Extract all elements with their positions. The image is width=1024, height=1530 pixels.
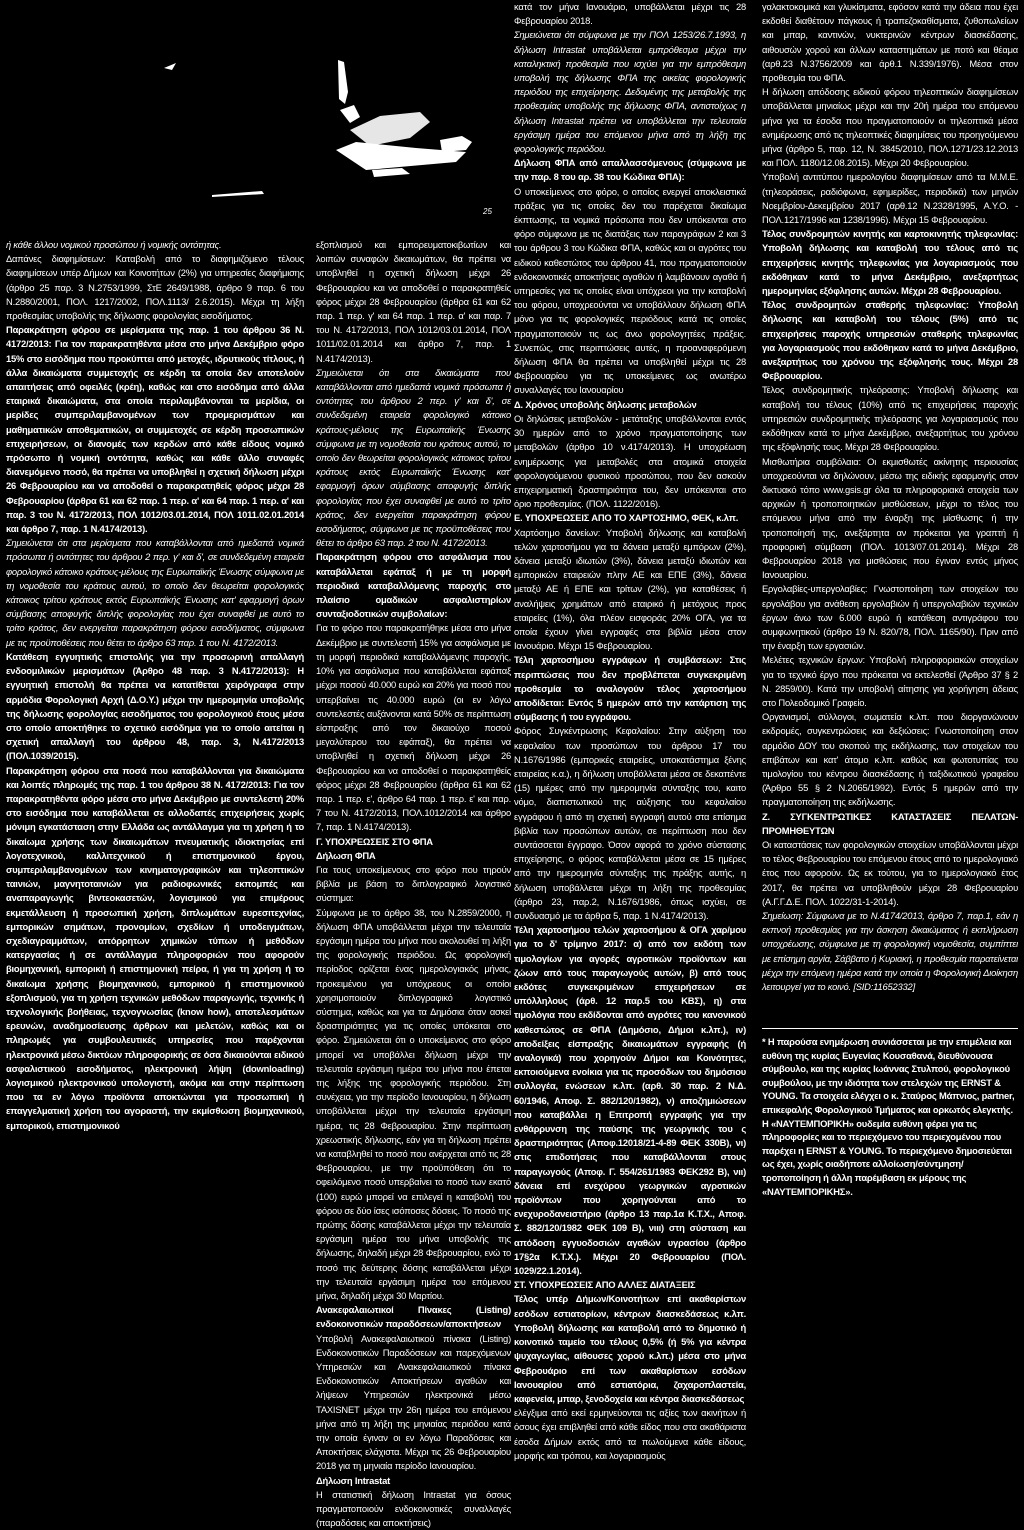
paragraph: Σημειώνεται ότι στα μερίσματα που καταβάλλονται από ημεδαπά νομικά πρόσωπα ή οντότητες του άρθρου 2 περ. γ' και δ', σε συνδεδεμένη εταιρεία φορολογικό κάτοικο κράτους-μέλους της Ευρωπαϊκής Ένωσης σύμφωνα με τη νομοθεσία του κράτους αυτού, το οποίο δεν θεωρείται φορολογικός κάτοικος τρίτου κράτους εκτός Ευρωπαϊκής Ένωσης κατ' εφαρμογή όρων σύμβασης αποφυγής διπλής φορολογίας που έχει συναφθεί με αυτό το τρίτο κράτος, δεν ενεργείται παρακράτηση φόρου εισοδήματος, σύμφωνα με τις προϋποθέσεις που θέτει το άρθρο 63 παρ. 1 του Ν. 4172/2013. <box>6 537 304 648</box>
paragraph: Εργολαβίες-υπεργολαβίες: Γνωστοποίηση των στοιχείων του εργολάβου για ανάθεση εργολαβιών ή υπεργολαβιών τεχνικών έργων άνω των 6.000 ευρώ ή κατάθεση αντιγράφου του συμφωνητικού (άρθρο 19 Ν. 820/78, ΠΟΛ. 1165/90). Πριν από την έναρξη των εργασιών. <box>762 583 1018 652</box>
paragraph: Δαπάνες διαφημίσεων: Καταβολή από το διαφημιζόμενο τέλους διαφημίσεων υπέρ Δήμων και Κοινοτήτων (2%) για υπηρεσίες διαφήμισης (άρθρο 25 παρ. 3 Ν.2753/1999, ΣτΕ 2649/1988, άρθρο 9 παρ. 6 του Ν.2880/2001, ΠΟΛ. 1217/2002, ΠΟΛ.1113/ 2.6.2015). Μέχρι τη λήξη προθεσμίας υποβολής της δήλωσης φορολογίας εισοδήματος. <box>6 253 304 322</box>
paragraph: Τέλη χαρτοσήμου τελών χαρτοσήμου & ΟΓΑ χαρ/μου για το δ' τρίμηνο 2017: α) από τον εκδότη των τιμολογίων για αγορές αγροτικών προϊόντων και ζώων από τους παραγωγούς αυτών, β) από τους εκδότες συγκεκριμένων επιχειρήσεων σε υπόλληλους (άρθ. 12 παρ.5 του ΚΒΣ), η) στα τιμολόγια που εκδίδονται από αγρότες του κανονικού καθεστώτος σε ΦΠΑ (Δημόσιο, Δήμοι κ.λπ.), ιν) αποδείξεις είσπραξης δικαιωμάτων εγγραφής (ή αναλογικά) που χορηγούν Δήμοι και Κοινότητες, εκποιούμενα ενοίκια για τις προσόδων του δημόσιου συλλογέα, ενώσεων κ.λπ. (αρθ. 30 παρ. 2 Ν.Δ. 60/1946, Αποφ. Σ. 882/120/1982), ν) αποζημιώσεων που καταβάλλει η Επιτροπή εγγραφής για την ενθάρρυνση της παύσης της γεωργικής του ς δραστηριότητας (Αποφ.12018/21-4-89 ΦΕΚ 330Β), νι) στις επιδοτήσεις που καταβάλλονται στους παραγωγούς (Αποφ. Γ. 554/261/1983 ΦΕΚ292 Β), νιι) δάνεια επί ενεχύρου γεωργικών αγροτικών προϊόντων που χορηγούνται από το ενεχυροδανειστήριο (άρθρο 13 παρ.1α Κ.Τ.Χ., Αποφ. Σ. 882/120/1982 ΦΕΚ 109 Β), νιιι) στη σύσταση και απόδοση εγγυοδοσιών αγαθών υγρασίου (άρθρο 17§2α Κ.Τ.Χ.). Μέχρι 20 Φεβρουαρίου (ΠΟΛ. 1029/22.1.2014). <box>514 924 746 1277</box>
paragraph: Παρακράτηση φόρου στο ασφάλισμα που καταβάλλεται εφάπαξ ή με τη μορφή περιοδικά καταβαλλόμενης παροχής στο πλαίσιο ομαδικών ασφαλιστηρίων συνταξιοδοτικών συμβολαίων: <box>316 551 511 620</box>
text-column-3 <box>514 0 746 1463</box>
paragraph: Τέλος συνδρομητών σταθερής τηλεφωνίας: Υποβολή δήλωσης και καταβολή του τέλους (5%) από τις επιχειρήσεις παροχής υπηρεσιών σταθερής τηλεφωνίας για λογαριασμούς που εκδόθηκαν κατά το μήνα Δεκέμβριο, ανεξαρτήτως του χρόνου της εξόφλησής τους. Μέχρι 28 Φεβρουαρίου. <box>762 299 1018 382</box>
paragraph: Τέλος συνδρομητικής τηλεόρασης: Υποβολή δήλωσης και καταβολή του τέλους (10%) από τις επιχειρήσεις παροχής υπηρεσιών συνδρομητικής τηλεόρασης για λογαριασμούς που εκδόθηκαν κατά το μήνα Δεκέμβριο, ανεξαρτήτως του χρόνου της εξόφλησής τους. Μέχρι 28 Φεβρουαρίου. <box>762 384 1018 453</box>
paragraph: ΣΤ. ΥΠΟΧΡΕΩΣΕΙΣ ΑΠΟ ΑΛΛΕΣ ΔΙΑΤΑΞΕΙΣ <box>514 1279 696 1291</box>
paragraph: Ε. ΥΠΟΧΡΕΩΣΕΙΣ ΑΠΟ ΤΟ ΧΑΡΤΟΣΗΜΟ, ΦΕΚ, κ.λπ. <box>514 512 739 524</box>
paragraph: Γ. ΥΠΟΧΡΕΩΣΕΙΣ ΣΤΟ ΦΠΑ <box>316 835 433 847</box>
paragraph: Η στατιστική δήλωση Intrastat για όσους πραγματοποιούν ενδοκοινοτικές συναλλαγές (παραδόσεις και αποκτήσεις) <box>316 1488 511 1529</box>
paragraph: ή κάθε άλλου νομικού προσώπου ή νομικής οντότητας. <box>6 239 222 250</box>
paragraph: Τέλος υπέρ Δήμων/Κοινοτήτων επί ακαθαρίστων εσόδων εστιατορίων, κέντρων διασκεδάσεως κ.λπ. Υποβολή δήλωσης και καταβολή από το δημοτικό ή κοινοτικό ταμείο του τέλους 0,5% (ή 5% για κέντρα ψυχαγωγίας, αίθουσες χορού κ.λπ.) μέσα στο μήνα Φεβρουάριο επί των ακαθαρίστων εσόδων Ιανουαρίου από εστιατόρια, ζαχαροπλαστεία, καφενεία, μπαρ, ξενοδοχεία και κέντρα διασκεδάσεως <box>514 1293 746 1404</box>
text-column-2 <box>316 238 511 1530</box>
text-column-4 <box>762 0 1018 994</box>
paragraph: Δ. Χρόνος υποβολής δήλωσης μεταβολών <box>514 398 697 410</box>
paragraph: Παρακράτηση φόρου σε μερίσματα της παρ. 1 του άρθρου 36 Ν. 4172/2013: Για τον παρακρατηθέντα μέσα στο μήνα Δεκέμβριο φόρο 15% στο εισόδημα που προκύπτει από μετοχές, ιδρυτικούς τίτλους, ή άλλα δικαιώματα συμμετοχής σε κέρδη τα οποία δεν αποτελούν απαιτήσεις από οφειλές (κρέη), καθώς και στο εισόδημα από άλλα εταιρικά δικαιώματα, στα οποία περιλαμβάνονται τα μερίδια, οι μερίδες συμπεριλαμβανομένων των προμερισμάτων και μαθηματικών αποθεματικών, οι συμμετοχές σε κέρδη προσωπικών επιχειρήσεων, οι διανομές των κερδών από κάθε είδους νομικό πρόσωπο ή νομική οντότητα, καθώς και κάθε άλλο συναφές διανεμόμενο ποσό, θα πρέπει να υποβληθεί η σχετική δήλωση μέχρι 26 Φεβρουαρίου και να αποδοθεί ο παρακρατηθείς φόρος μέχρι 28 Φεβρουαρίου (άρθρα 61 και 62 παρ. 1 περ. α' και 64 παρ. 1 περ. α' και παρ. 3 του Ν. 4172/2013, ΠΟΛ 1012/03.01.2014, ΠΟΛ 1011.02.01.2014 και άρθρο 7, παρ. 1 Ν.4174/2013). <box>6 324 304 535</box>
paragraph: Οι δηλώσεις μεταβολών - μετάταξης υποβάλλονται εντός 30 ημερών από το χρόνο πραγματοποίησης των μεταβολών (άρθρο 10 ν.4174/2013). Η υποχρέωση ενημέρωσης για μεταβολές στα ατομικά στοιχεία φορολογούμενου φυσικού προσώπου, που δεν ασκούν επιχειρηματική δραστηριότητα του, δεν υπόκεινται στο όριο προθεσμίας. (ΠΟΛ. 1122/2016). <box>514 412 746 510</box>
illustration-image <box>0 0 502 232</box>
paragraph: Σημειώνεται ότι στα δικαιώματα που καταβάλλονται από ημεδαπά νομικά πρόσωπα ή οντότητες του άρθρου 2 περ. γ' και δ', σε συνδεδεμένη εταιρεία φορολογικό κάτοικο κράτους-μέλους της Ευρωπαϊκής Ένωσης σύμφωνα με τη νομοθεσία του κράτους αυτού, το οποίο δεν θεωρείται φορολογικός κάτοικος τρίτου κράτους εκτός Ευρωπαϊκής Ένωσης κατ' εφαρμογή όρων σύμβασης αποφυγής διπλής φορολογίας που έχει συναφθεί με αυτό το τρίτο κράτος, δεν ενεργείται παρακράτηση φόρου εισοδήματος, σύμφωνα με τις προϋποθέσεις που θέτει το άρθρο 63 παρ. 2 του Ν. 4172/2013. <box>316 366 511 549</box>
paragraph: Τέλη χαρτοσήμου εγγράφων ή συμβάσεων: Στις περιπτώσεις που δεν προβλέπεται συγκεκριμένη προθεσμία το αναλογούν τέλος χαρτοσήμου αποδίδεται: Εντός 5 ημερών από την κατάρτιση της σύμβασης ή του εγγράφου. <box>514 654 746 723</box>
paragraph: εξοπλισμού και εμπορευματοκιβωτίων και λοιπών συναφών δικαιωμάτων, θα πρέπει να υποβληθεί η σχετική δήλωση μέχρι 26 Φεβρουαρίου και να αποδοθεί ο παρακρατηθείς φόρος μέχρι 28 Φεβρουαρίου (άρθρα 61 και 62 παρ. 1 περ. γ' και 64 παρ. 1 περ. α' και παρ. 7 του Ν. 4172/2013, ΠΟΛ 1012/03.01.2014, ΠΟΛ 1011/02.01.2014 και άρθρο 7, παρ. 1 Ν.4174/2013). <box>316 239 511 364</box>
paragraph: Για τους υποκείμενους στο φόρο που τηρούν βιβλία με βάση το διπλογραφικό λογιστικό σύστημα: <box>316 863 511 904</box>
paragraph: Δήλωση ΦΠΑ <box>316 849 376 861</box>
paragraph: Οργανισμοί, σύλλογοι, σωματεία κ.λπ. που διοργανώνουν εκδρομές, συγκεντρώσεις και δεξιώσεις: Γνωστοποίηση στον αρμόδιο ΔΟΥ του σκοπού της εκδήλωσης, των στοιχείων του επιβάτων και κατ' άτομο κ.λπ. καθώς και φωτοτυπίας του τιμολογίου του κέντρου διασκέδασης ή ταξιδιωτικού γραφείου (Άρθρο 55 § 2 Ν.2065/1992). Εντός 5 ημερών από την πραγματοποίηση της εκδήλωσης. <box>762 711 1018 808</box>
paragraph: Σημειώνεται ότι σύμφωνα με την ΠΟΛ 1253/26.7.1993, η δήλωση Intrastat υποβάλλεται εμπρόθεσμα μέχρι την καταληκτική προθεσμία που ισχύει για την εμπρόθεσμη υποβολή της δήλωσης ΦΠΑ της οικείας φορολογικής περιόδου της επιχείρησης. Δεδομένης της μεταβολής της προθεσμίας υποβολής της δήλωσης ΦΠΑ, αντιστοίχως η δήλωση Intrastat πρέπει να υποβάλλεται την τελευταία εργάσιμη ημέρα του επόμενου μήνα από τη λήξη της φορολογικής περιόδου. <box>514 29 746 155</box>
paragraph: Τέλος συνδρομητών κινητής και καρτοκινητής τηλεφωνίας: Υποβολή δήλωσης και καταβολή του τέλους από τις επιχειρήσεις κινητής τηλεφωνίας για λογαριασμούς που εκδόθηκαν κατά το μήνα Δεκέμβριο, ανεξαρτήτως ημερομηνίας εξόφλησης αυτών. Μέχρι 28 Φεβρουαρίου. <box>762 228 1018 297</box>
paragraph: Ζ. ΣΥΓΚΕΝΤΡΩΤΙΚΕΣ ΚΑΤΑΣΤΑΣΕΙΣ ΠΕΛΑΤΩΝ-ΠΡΟΜΗΘΕΥΤΩΝ <box>762 810 1018 836</box>
paragraph: Μελέτες τεχνικών έργων: Υποβολή πληροφοριακών στοιχείων για το τεχνικό έργο που πρόκειται να εκτελεσθεί (Άρθρο 37 § 2 Ν. 2859/00). Κατά την υποβολή αίτησης για χορήγηση άδειας στο Πολεοδομικό Γραφείο. <box>762 654 1018 708</box>
paragraph: Οι καταστάσεις των φορολογικών στοιχείων υποβάλλονται μέχρι το τέλος Φεβρουαρίου του επόμενου έτους από το ημερολογιακό έτος που αφορούν. Ως εκ τούτου, για το ημερολογιακό έτος 2017, θα πρέπει να υποβληθούν μέχρι 28 Φεβρουαρίου (Α.Γ.Γ.Δ.Ε. ΠΟΛ. 1022/31-1-2014). <box>762 838 1018 907</box>
illustration-graphic <box>0 0 502 232</box>
paragraph: Σύμφωνα με το άρθρο 38, του Ν.2859/2000, η δήλωση ΦΠΑ υποβάλλεται μέχρι την τελευταία εργάσιμη ημέρα του μήνα που ακολουθεί τη λήξη της φορολογικής περιόδου. Ως φορολογική περίοδος ορίζεται ένας ημερολογιακός μήνας, προκειμένου για υπόχρεους οι οποίοι χρησιμοποιούν διπλογραφικό λογιστικό σύστημα, καθώς και για τα Δημόσια όταν ασκεί δραστηριότητες για τις οποίες υπόκειται στο φόρο. Σημειώνεται ότι ο υποκείμενος στο φόρο μπορεί να υποβάλλει δήλωση μέχρι την τελευταία εργάσιμη ημέρα του μήνα που έπεται της λήξης της φορολογικής περιόδου. Στη συνέχεια, για την περίοδο Ιανουαρίου, η δήλωση υποβάλλεται μέχρι την τελευταία εργάσιμη ημέρα, τις 28 Φεβρουαρίου. Στην περίπτωση χρεωστικής δήλωσης, εάν για τη δήλωση πρέπει να καταβληθεί το ποσό που ανέρχεται από τις 28 Φεβρουαρίου, με την προϋπόθεση ότι το οφειλόμενο ποσό υπερβαίνει το ποσό των εκατό (100) ευρώ μπορεί να επιλεγεί η καταβολή του φόρου σε δύο ίσες ισόποσες δόσεις. Το ποσό της πρώτης δόσης καταβάλλεται μέχρι την τελευταία εργάσιμη ημέρα του μήνα υποβολής της δήλωσης, δηλαδή μέχρι 28 Φεβρουαρίου, ενώ το ποσό της δεύτερης δόσης καταβάλλεται μέχρι την τελευταία εργάσιμη ημέρα του επόμενου μήνα, δηλαδή μέχρι 30 Μαρτίου. <box>316 906 512 1302</box>
text-column-1 <box>6 238 304 1133</box>
paragraph: Μισθωτήρια συμβόλαια: Οι εκμισθωτές ακίνητης περιουσίας υποχρεούνται να δηλώνουν, μέσω της ειδικής εφαρμογής στον δικτυακό τόπο www.gsis.gr όλα τα πληροφοριακά στοιχεία των αρχικών ή τροποποιητικών μισθώσεων, μέχρι το τέλος του επόμενου μήνα από την έναρξη της μίσθωσης ή την τροποποίησή της, ανεξάρτητα αν πρόκειται για γραπτή ή προφορική σύμβαση (ΠΟΛ. 1013/07.01.2014). Μέχρι 28 Φεβρουαρίου 2018 για μισθώσεις που έγιναν εντός μήνος Ιανουαρίου. <box>762 455 1018 581</box>
paragraph: Δήλωση Intrastat <box>316 1474 391 1486</box>
page-number: 25 <box>483 207 492 216</box>
paragraph: Δήλωση ΦΠΑ από απαλλασσόμενους (σύμφωνα με την παρ. 8 του αρ. 38 του Κώδικα ΦΠΑ): <box>514 157 746 183</box>
paragraph: γαλακτοκομικά και γλυκίσματα, εφόσον κατά την άδεια που έχει εκδοθεί διαθέτουν πάγκους ή τραπεζοκαθίσματα, ζυθοπωλείων και μπαρ, καντινών, νυκτερινών κέντρων διασκέδασης, αιθουσών χορού και άλλων καταστημάτων με ποτό και θέαμα (αρθ.23 Ν.3756/2009 και άρθ.1 Ν.339/1976). Μέσα στον προθεσμία του ΦΠΑ. <box>762 1 1018 84</box>
paragraph: Κατάθεση εγγυητικής επιστολής για την προσωρινή απαλλαγή ενδοομιλικών μερισμάτων (Άρθρο 48 παρ. 3 Ν.4172/2013): Η εγγυητική επιστολή θα πρέπει να κατατίθεται χειρόγραφα στην αρμόδια Φορολογική Αρχή (Δ.Ο.Υ.) μέχρι την ημερομηνία υποβολής της δήλωσης φορολογίας εισοδήματος του φορολογικού έτους μέσα στο οποίο αποκτήθηκε το σχετικό εισόδημα για το οποίο αιτείται η σχετική απαλλαγή του άρθρου 48, παρ. 3, Ν.4172/2013 (ΠΟΛ.1039/2015). <box>6 650 304 762</box>
paragraph: Ο υποκείμενος στο φόρο, ο οποίος ενεργεί αποκλειστικά πράξεις για τις οποίες δεν του παρέχεται δικαίωμα έκπτωσης, τα νομικά πρόσωπα που δεν υπόκεινται στο φόρο σύμφωνα με τις διατάξεις των παραγράφων 2 και 3 του άρθρου 3 του Κώδικα ΦΠΑ, καθώς και οι αγρότες του ειδικού καθεστώτος του άρθρου 41, που πραγματοποιούν ενδοκοινοτικές αποκτήσεις αγαθών ή λαμβάνουν αγαθά ή υπηρεσίες για τις οποίες είναι υπόχρεοι για την καταβολή του φόρου, υποχρεούνται να υποβάλλουν δήλωση ΦΠΑ μόνο για τις φορολογικές περιόδους κατά τις οποίες πραγματοποιούν τις ως άνω φορολογητέες πράξεις. Συνεπώς, στις περιπτώσεις αυτές, η προαναφερόμενη δήλωση ΦΠΑ θα πρέπει να υποβληθεί μέχρι τις 28 Φεβρουαρίου για τις υποκείμενες ως ανωτέρω συναλλαγές του Ιανουαρίου <box>514 185 746 396</box>
paragraph: Χαρτόσημο δανείων: Υποβολή δήλωσης και καταβολή τελών χαρτοσήμου για τα δάνεια μεταξύ εμπόρων (2%), δάνεια μεταξύ ιδιωτών (3%), δάνεια μεταξύ ιδιωτών και εμπορικών εταιρειών πλην ΑΕ και ΕΠΕ (3%), δάνεια μεταξύ ΑΕ ή ΕΠΕ και τρίτων (2%), για καταθέσεις ή αναλήψεις χρημάτων από εταιρικό ή μετόχους προς εταιρείες (1%), όλα πλέον εισφοράς 20% ΟΓΑ, για τα οποία έχουν γίνει εγγραφές στα βιβλία μέσα στον Ιανουάριο. Μέχρι 15 Φεβρουαρίου. <box>514 526 746 652</box>
paragraph: κατά τον μήνα Ιανουάριο, υποβάλλεται μέχρι τις 28 Φεβρουαρίου 2018. <box>514 1 746 27</box>
paragraph: Σημείωση: Σύμφωνα με το Ν.4174/2013, άρθρο 7, παρ.1, εάν η εκπνοή προθεσμίας για την άσκηση δικαιώματος ή εκπλήρωση υποχρέωσης, σύμφωνα με τη φορολογική νομοθεσία, συμπίπτει με επίσημη αργία, Σάββατο ή Κυριακή, η προθεσμία παρατείνεται μέχρι την επόμενη ημέρα κατά την οποία η Φορολογική Διοίκηση λειτουργεί για το κοινό. [SID:11652332] <box>762 910 1018 993</box>
paragraph: Παρακράτηση φόρου στα ποσά που καταβάλλονται για δικαιώματα και λοιπές πληρωμές της παρ. 1 του άρθρου 38 Ν. 4172/2013: Για τον παρακρατηθέντα φόρο μέσα στο μήνα Δεκέμβριο με συντελεστή 20% στο εισόδημα που καταβάλλεται σε αλλοδαπές επιχειρήσεις χωρίς μόνιμη εγκατάσταση στην Ελλάδα ως αντάλλαγμα για τη χρήση ή το δικαίωμα χρήσης των δικαιωμάτων πνευματικής ιδιοκτησίας επί λογοτεχνικού, καλλιτεχνικού ή επιστημονικού έργου, συμπεριλαμβανομένων των κινηματογραφικών και τηλεοπτικών ταινιών, μαγνητοταινιών για ραδιοφωνικές εκπομπές και αναπαραγωγής βιντεοκασετών, λογισμικού για επιμέρους εκμετάλλευση ή προσωπική χρήση, διπλωμάτων ευρεσιτεχνίας, εμπορικών σημάτων, προνομίων, σχεδίων ή υποδειγμάτων, σχεδιαγραμμάτων, απόρρητων χημικών τύπων ή μεθόδων κατεργασίας ή σε αντάλλαγμα πληροφοριών που αφορούν βιομηχανική, εμπορική ή επιστημονική πείρα, ή για τη χρήση ή το δικαίωμα χρήσης βιομηχανικού, εμπορικού ή επιστημονικού εξοπλισμού, για τη χρήση τεχνικών μεθόδων παραγωγής, τεχνικής ή τεχνολογικής βοήθειας, τεχνογνωσίας (know how), αποτελεσμάτων ερευνών, αναδημοσίευσης άρθρων και μελετών, καθώς και οι πληρωμές για συμβουλευτικές υπηρεσίες που παρέχονται ηλεκτρονικά μέσω δικτύων πληροφορικής σε όσα δικαιούνται ειδικού ασφαλιστικού εισοδήματος, ηλεκτρονική λήψη (downloading) λογισμικού ηλεκτρονικού υπολογιστή, ακόμα και στην περίπτωση που τα εν λόγω προϊόντα αποκτώνται για προσωπική ή επαγγελματική χρήση του αγοραστή, την εκμίσθωση βιομηχανικού, εμπορικού, επιστημονικού <box>6 764 304 1131</box>
footnote-box: * Η παρούσα ενημέρωση συνιάσσεται με την επιμέλεια και ευθύνη της κυρίας Ευγενίας Κουσαθανά, διευθύνουσα σύμβουλο, και της κυρίας Ιωάννας Στυλπού, φορολογικού συμβούλου, με την ιδιότητα των στελεχών της ERNST & YOUNG. Τα στοιχεία ελέγχει ο κ. Σταύρος Μάπνιος, partner, επικεφαλής Φορολογικού Τμήματος και ορκωτός ελεγκτής. Η «ΝΑΥΤΕΜΠΟΡΙΚΗ» ουδεμία ευθύνη φέρει για τις πληροφορίες και το περιεχόμενο του περιεχομένου που παρέχει η ERNST & YOUNG. Το περιεχόμενο δημοσιεύεται ως έχει, χωρίς οιαδήποτε αλλοίωση/σύντμηση/τροποποίηση ή άλλη παρέμβαση εκ μέρους της «ΝΑΥΤΕΜΠΟΡΙΚΗΣ». <box>762 1028 1018 1198</box>
paragraph: Για το φόρο που παρακρατήθηκε μέσα στο μήνα Δεκέμβριο με συντελεστή 15% για ασφάλισμα με τη μορφή περιοδικά καταβαλλόμενης παροχής, 10% για ασφάλισμα που καταβάλλεται εφάπαξ μέχρι ποσού 40.000 ευρώ και 20% για ποσό που υπερβαίνει τις 40.000 ευρώ (οι εν λόγω συντελεστές αυξάνονται κατά 50% σε περίπτωση είσπραξης από τον δικαιούχο ποσού μεγαλύτερου του εφάπαξ), θα πρέπει να υποβληθεί η σχετική δήλωση μέχρι 26 Φεβρουαρίου και να αποδοθεί ο παρακρατηθείς φόρος μέχρι 28 Φεβρουαρίου (άρθρα 61 και 62 παρ. 1 περ. ε', άρθρο 64 παρ. 1 περ. ε' και παρ. 7 του Ν. 4172/2013, ΠΟΛ.1012/2014 και άρθρο 7, παρ. 1 Ν.4174/2013). <box>316 622 511 833</box>
paragraph: ελέγξιμα από εκεί ερμηνεύονται τις αξίες των ακινήτων ή όσους έχει επιβληθεί από κάθε είδος που στα ακαθάριστα έσοδα Δήμων εκτός από τα πωλούμενα κάθε είδους, μορφής και τρόπου, και λογαριασμούς <box>514 1407 746 1461</box>
paragraph: Φόρος Συγκέντρωσης Κεφαλαίου: Στην αύξηση του κεφαλαίου των προσώπων του άρθρου 17 του Ν.1676/1986 (εμπορικές εταιρείες, υποκατάστημα ξένης εταιρείας κ.α.), η δήλωση υποβάλλεται μέσα σε δεκαπέντε (15) ημέρες από την ημερομηνία σύνταξης του, καιτο νόμο, διαπιστωτικού της αύξησης του κεφαλαίου εγγράφου ή από τη σχετική εγγραφή αυτού στα επίσημα βιβλία των προσώπων αυτών, σε περίπτωση που δεν συντάσσεται έγγραφο. Όσον αφορά το χρόνο σύστασης επιχείρησης, ο φόρος καταβάλλεται μέσα σε 15 ημέρες από την ημερομηνία σύνταξης της πράξης αυτής, η δήλωση υποβάλλεται μέχρι τη λήξη της προθεσμίας (άρθρο 23, παρ.2, Ν.1676/1986, όπως ισχύει, σε συνδυασμό με τα άρθρα 5, παρ. 1 Ν.4174/2013). <box>514 725 746 921</box>
paragraph: Υποβολή Ανακεφαλαιωτικού πίνακα (Listing) Ενδοκοινοτικών Παραδόσεων και παρεχόμενων Υπηρεσιών και Ανακεφαλαιωτικού πίνακα Ενδοκοινοτικών Αποκτήσεων αγαθών και λήψεων Υπηρεσιών ηλεκτρονικά μέσω TAXISNET μέχρι την 26η ημέρα του επόμενου μήνα από τη λήξη της μηνιαίας περιόδου κατά την οποία έγιναν οι εν λόγω Παραδόσεις και Αποκτήσεις ελάχιστα. Μέχρι τις 26 Φεβρουαρίου 2018 για τη μηνιαία περίοδο Ιανουαρίου. <box>316 1332 511 1472</box>
paragraph: Υποβολή αντιτύπου ημερολογίου διαφημίσεων από τα Μ.Μ.Ε. (τηλεοράσεις, ραδιόφωνα, εφημερίδες, περιοδικά) των μηνών Νοεμβρίου-Δεκεμβρίου 2017 (αρθ.12 Ν.2328/1995, Α.Υ.Ο. - ΠΟΛ.1217/1996 και 1238/1996). Μέχρι 15 Φεβρουαρίου. <box>762 171 1018 226</box>
paragraph: Ανακεφαλαιωτικοί Πίνακες (Listing) ενδοκοινοτικών παραδόσεων/αποκτήσεων <box>316 1304 511 1330</box>
paragraph: Η δήλωση απόδοσης ειδικού φόρου τηλεοπτικών διαφημίσεων υποβάλλεται μηνιαίως μέχρι και την 20ή ημέρα του επόμενου μήνα για τα έσοδα που πραγματοποιούν οι τηλεοπτικά μέσα ενημέρωσης από τις τηλεοπτικές διαφημίσεις του προηγούμενου μήνα (άρθρο 5, παρ. 12, Ν. 3845/2010, ΠΟΛ.1271/23.12.2013 και ΠΟΛ. 1180/12.08.2015). Μέχρι 20 Φεβρουαρίου. <box>762 86 1018 169</box>
